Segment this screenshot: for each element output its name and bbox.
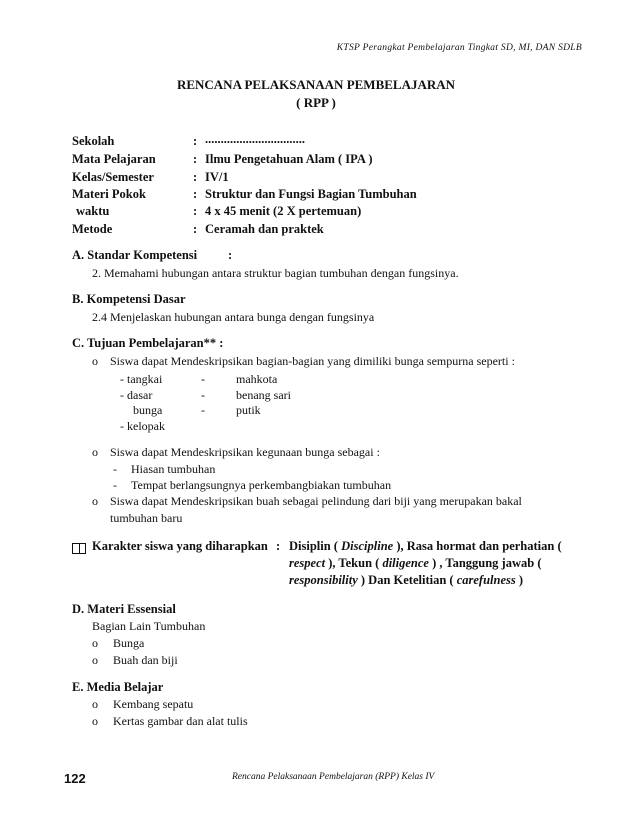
karakter-line-3: [289, 573, 523, 588]
bullet-icon: o: [92, 354, 98, 368]
section-c-heading: C. Tujuan Pembelajaran** :: [72, 336, 224, 350]
document-title: [0, 77, 638, 111]
part-item: mahkota: [236, 372, 278, 386]
section-a-colon: :: [228, 248, 233, 262]
bullet-icon: o: [92, 636, 98, 650]
part-dash: -: [201, 403, 205, 417]
title-line-2: ( RPP ): [296, 95, 336, 110]
section-b-heading: B. Kompetensi Dasar: [72, 292, 186, 306]
section-e-heading: E. Media Belajar: [72, 680, 164, 694]
karakter-line-2: [289, 556, 542, 571]
use-item: Tempat berlangsungnya perkembangbiakan tumbuhan: [131, 478, 392, 492]
part-item: - tangkai: [120, 372, 163, 386]
list-item: Kertas gambar dan alat tulis: [113, 714, 248, 728]
karakter-term: respect: [289, 556, 326, 570]
objective-1: Siswa dapat Mendeskripsikan bagian-bagian yang dimiliki bunga sempurna seperti :: [110, 354, 515, 368]
part-item: putik: [236, 403, 261, 417]
identity-colon: :: [193, 170, 198, 184]
section-d-heading: D. Materi Essensial: [72, 602, 176, 616]
karakter-term: responsibility: [289, 573, 358, 587]
identity-value: Ilmu Pengetahuan Alam ( IPA ): [205, 152, 373, 166]
objective-2: Siswa dapat Mendeskripsikan kegunaan bunga sebagai :: [110, 445, 380, 459]
identity-label: Metode: [72, 222, 113, 236]
bullet-icon: o: [92, 697, 98, 711]
karakter-text: ), Rasa hormat dan perhatian (: [396, 539, 562, 553]
bullet-icon: o: [92, 445, 98, 459]
title-line-1: RENCANA PELAKSANAAN PEMBELAJARAN: [176, 77, 456, 92]
use-dash: -: [113, 462, 117, 476]
section-b-text: 2.4 Menjelaskan hubungan antara bunga dengan fungsinya: [92, 310, 375, 324]
section-a-text: 2. Memahami hubungan antara struktur bagian tumbuhan dengan fungsinya.: [92, 266, 459, 280]
karakter-term: Discipline: [341, 539, 394, 553]
part-item: - dasar: [120, 388, 153, 402]
identity-label: waktu: [76, 204, 110, 218]
karakter-text: Disiplin (: [289, 539, 338, 553]
identity-colon: :: [193, 204, 198, 218]
karakter-text: ): [518, 573, 524, 587]
karakter-text: ) , Tanggung jawab (: [432, 556, 542, 570]
use-dash: -: [113, 478, 117, 492]
identity-value: Ceramah dan praktek: [205, 222, 324, 236]
part-item: bunga: [133, 403, 163, 417]
karakter-term: diligence: [382, 556, 429, 570]
part-dash: -: [201, 388, 205, 402]
identity-value: 4 x 45 menit (2 X pertemuan): [205, 204, 362, 218]
identity-value: IV/1: [205, 170, 229, 184]
karakter-label: Karakter siswa yang diharapkan: [92, 539, 268, 553]
bullet-icon: o: [92, 494, 98, 508]
section-d-sub: Bagian Lain Tumbuhan: [92, 619, 206, 633]
objective-3-line-1: Siswa dapat Mendeskripsikan buah sebagai pelindung dari biji yang merupakan bakal: [110, 494, 522, 508]
identity-label: Sekolah: [72, 134, 115, 148]
identity-colon: :: [193, 222, 198, 236]
identity-colon: :: [193, 134, 198, 148]
footer-text: Rencana Pelaksanaan Pembelajaran (RPP) Kelas IV: [232, 772, 435, 782]
list-item: Kembang sepatu: [113, 697, 194, 711]
karakter-line-1: [289, 539, 562, 554]
karakter-text: ) Dan Ketelitian (: [360, 573, 454, 587]
identity-value: Struktur dan Fungsi Bagian Tumbuhan: [205, 187, 417, 201]
karakter-text: ), Tekun (: [328, 556, 380, 570]
page-number: 122: [64, 771, 86, 786]
karakter-term: carefulness: [456, 573, 516, 587]
identity-label: Materi Pokok: [72, 187, 146, 201]
bullet-icon: o: [92, 714, 98, 728]
running-header: KTSP Perangkat Pembelajaran Tingkat SD, MI, DAN SDLB: [336, 43, 582, 53]
identity-colon: :: [193, 152, 198, 166]
use-item: Hiasan tumbuhan: [131, 462, 216, 476]
objective-3-line-2: tumbuhan baru: [110, 511, 183, 525]
book-icon: [72, 540, 86, 558]
part-item: - kelopak: [120, 419, 165, 433]
list-item: Buah dan biji: [113, 653, 178, 667]
part-item: benang sari: [236, 388, 291, 402]
identity-colon: :: [193, 187, 198, 201]
identity-label: Mata Pelajaran: [72, 152, 156, 166]
section-a-heading: A. Standar Kompetensi: [72, 248, 198, 262]
part-dash: -: [201, 372, 205, 386]
bullet-icon: o: [92, 653, 98, 667]
identity-label: Kelas/Semester: [72, 170, 154, 184]
list-item: Bunga: [113, 636, 145, 650]
identity-value: ................................: [205, 132, 305, 146]
karakter-colon: :: [276, 539, 281, 553]
